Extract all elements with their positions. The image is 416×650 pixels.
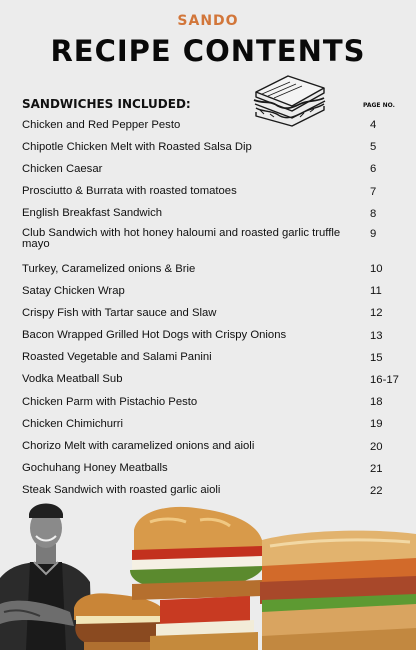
list-item <box>22 391 402 413</box>
recipe-title: Roasted Vegetable and Salami Panini <box>22 351 212 364</box>
recipe-title: Gochuhang Honey Meatballs <box>22 462 168 475</box>
list-item <box>22 158 402 180</box>
recipe-title: Vodka Meatball Sub <box>22 373 123 386</box>
recipe-title: Club Sandwich with hot honey haloumi and roasted garlic truffle mayo <box>22 226 341 250</box>
list-item <box>22 435 402 457</box>
list-item <box>22 325 402 347</box>
page-column-heading: PAGE NO. <box>363 102 395 109</box>
brand-name: SANDO <box>177 13 239 29</box>
list-item <box>22 258 402 280</box>
recipe-title: Bacon Wrapped Grilled Hot Dogs with Crispy Onions <box>22 329 287 342</box>
page-number: 18 <box>370 396 383 409</box>
section-heading: SANDWICHES INCLUDED: <box>22 97 191 111</box>
page-number: 20 <box>370 440 383 453</box>
page-number: 5 <box>370 141 377 154</box>
recipe-title: Prosciutto & Burrata with roasted tomatoes <box>22 185 237 198</box>
list-item <box>22 203 402 225</box>
page-title: RECIPE CONTENTS <box>50 34 366 68</box>
recipe-title: Crispy Fish with Tartar sauce and Slaw <box>22 306 217 319</box>
list-item <box>22 181 402 203</box>
list-item <box>22 225 402 258</box>
list-item <box>22 369 402 391</box>
recipe-title: Satay Chicken Wrap <box>22 284 125 297</box>
list-item <box>22 136 402 158</box>
list-item <box>22 413 402 435</box>
page-number: 6 <box>370 163 377 176</box>
recipe-title: English Breakfast Sandwich <box>22 207 163 220</box>
page-number: 21 <box>370 462 383 475</box>
page-number: 4 <box>370 119 377 132</box>
page-number: 12 <box>370 307 383 320</box>
recipe-title: Chicken Parm with Pistachio Pesto <box>22 395 198 408</box>
recipe-title: Turkey, Caramelized onions & Brie <box>22 262 196 275</box>
page-number: 22 <box>370 484 383 497</box>
recipe-contents-list <box>22 114 402 502</box>
page-number: 7 <box>370 185 377 198</box>
food-and-chef-photo <box>0 500 416 650</box>
recipe-title: Chorizo Melt with caramelized onions and aioli <box>22 440 255 453</box>
list-item <box>22 480 402 502</box>
page-number: 13 <box>370 329 383 342</box>
list-item <box>22 347 402 369</box>
page-number: 15 <box>370 351 383 364</box>
list-item <box>22 302 402 324</box>
list-item <box>22 458 402 480</box>
recipe-title: Chicken and Red Pepper Pesto <box>22 118 181 131</box>
page-number: 16-17 <box>370 373 399 386</box>
recipe-title: Chicken Caesar <box>22 162 103 175</box>
page-number: 19 <box>370 418 383 431</box>
recipe-title: Chicken Chimichurri <box>22 417 124 430</box>
page-number: 10 <box>370 263 383 276</box>
list-item <box>22 280 402 302</box>
page-number: 8 <box>370 207 377 220</box>
list-item <box>22 114 402 136</box>
recipe-title: Steak Sandwich with roasted garlic aioli <box>22 484 221 497</box>
steak-sandwich-right <box>260 531 416 650</box>
page-number: 11 <box>370 285 382 298</box>
page-number: 9 <box>370 227 377 240</box>
recipe-title: Chipotle Chicken Melt with Roasted Salsa Dip <box>22 140 252 153</box>
